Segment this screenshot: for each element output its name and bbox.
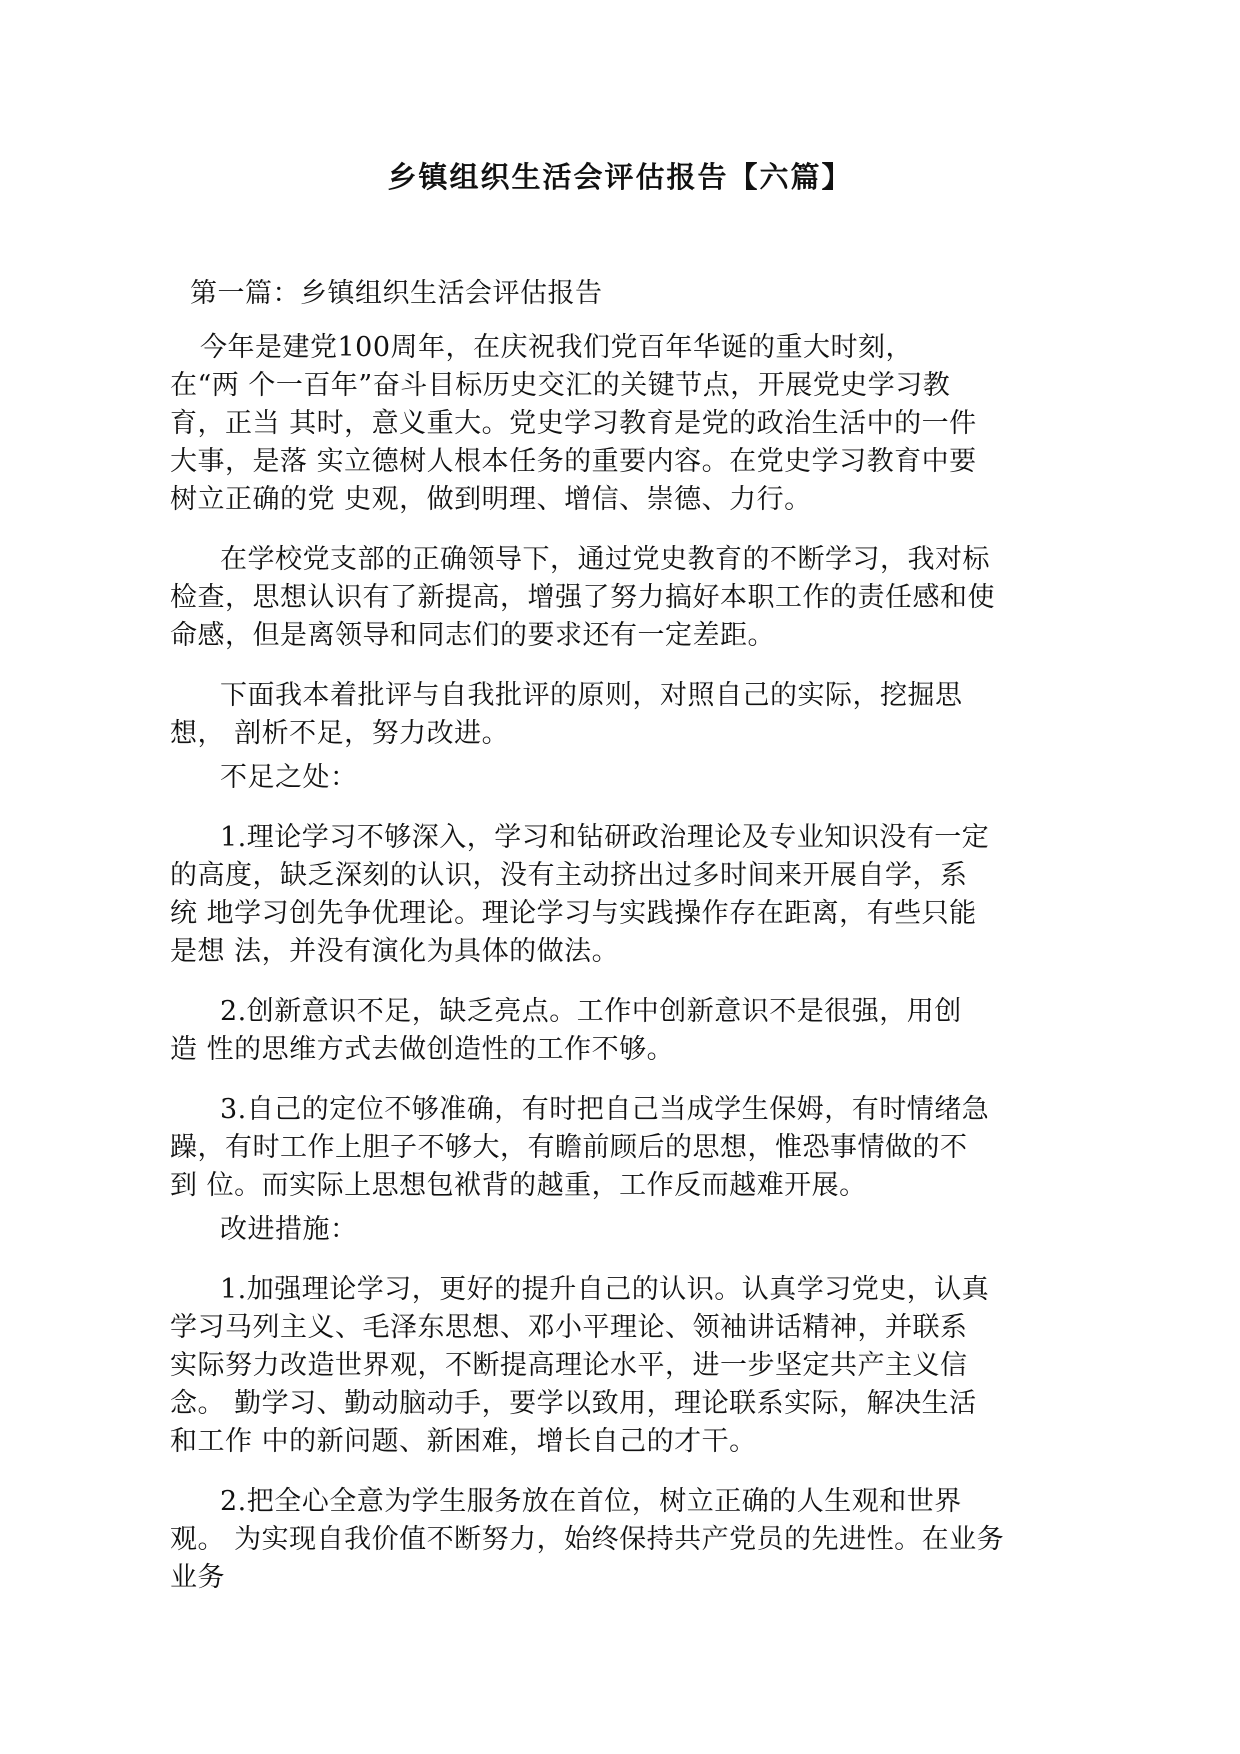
subheading-shortcomings xyxy=(190,759,1050,797)
paragraph xyxy=(170,1483,1050,1597)
document-title: 乡镇组织生活会评估报告【六篇】 xyxy=(387,160,853,194)
text-line: 检查，思想认识有了新提高，增强了努力搞好本职工作的责任感和使 xyxy=(170,582,995,613)
text-line: 和工作 中的新问题、新困难，增长自己的才干。 xyxy=(170,1426,757,1457)
text-line: 树立正确的党 史观，做到明理、增信、崇德、力行。 xyxy=(170,484,812,515)
text-line: 学习马列主义、毛泽东思想、邓小平理论、领袖讲话精神，并联系 xyxy=(170,1312,968,1343)
text-line: 不足之处： xyxy=(220,762,358,793)
text-line: 念。 勤学习、勤动脑动手，要学以致用，理论联系实际，解决生活 xyxy=(170,1388,977,1419)
text-line: 育，正当 其时，意义重大。党史学习教育是党的政治生活中的一件 xyxy=(170,408,977,439)
text-line: 的高度，缺乏深刻的认识，没有主动挤出过多时间来开展自学，系 xyxy=(170,860,968,891)
text-line: 统 地学习创先争优理论。理论学习与实践操作存在距离，有些只能 xyxy=(170,898,977,929)
paragraph xyxy=(170,1271,1050,1461)
text-line: 命感，但是离领导和同志们的要求还有一定差距。 xyxy=(170,620,775,651)
text-line: 1.理论学习不够深入，学习和钻研政治理论及专业知识没有一定 xyxy=(220,822,990,853)
paragraph xyxy=(170,541,1050,655)
text-line: 观。 为实现自我价值不断努力，始终保持共产党员的先进性。在业务 xyxy=(170,1524,1005,1555)
text-line: 想， 剖析不足，努力改进。 xyxy=(170,718,510,749)
text-line: 2.把全心全意为学生服务放在首位，树立正确的人生观和世界 xyxy=(220,1486,962,1517)
text-line: 改进措施： xyxy=(220,1214,358,1245)
subheading-improvements xyxy=(190,1211,1050,1249)
text-line: 业务 xyxy=(170,1562,225,1593)
section-heading: 第一篇：乡镇组织生活会评估报告 xyxy=(190,278,603,309)
text-line: 实际努力改造世界观，不断提高理论水平，进一步坚定共产主义信 xyxy=(170,1350,968,1381)
text-line: 在学校党支部的正确领导下，通过党史教育的不断学习，我对标 xyxy=(220,544,990,575)
text-line: 2.创新意识不足，缺乏亮点。工作中创新意识不是很强，用创 xyxy=(220,996,962,1027)
document-body xyxy=(170,275,1050,1597)
paragraph xyxy=(170,677,1050,753)
paragraph xyxy=(170,993,1050,1069)
text-line: 到 位。而实际上思想包袱背的越重，工作反而越难开展。 xyxy=(170,1170,867,1201)
text-line: 今年是建党100周年，在庆祝我们党百年华诞的重大时刻， xyxy=(200,332,914,363)
text-line: 造 性的思维方式去做创造性的工作不够。 xyxy=(170,1034,675,1065)
text-line: 下面我本着批评与自我批评的原则，对照自己的实际，挖掘思 xyxy=(220,680,963,711)
paragraph xyxy=(170,1091,1050,1205)
paragraph-intro xyxy=(170,329,1050,519)
text-line: 1.加强理论学习，更好的提升自己的认识。认真学习党史，认真 xyxy=(220,1274,990,1305)
paragraph xyxy=(170,819,1050,971)
text-line: 躁，有时工作上胆子不够大，有瞻前顾后的思想，惟恐事情做的不 xyxy=(170,1132,968,1163)
text-line: 3.自己的定位不够准确，有时把自己当成学生保姆，有时情绪急 xyxy=(220,1094,990,1125)
text-line: 在“两 个一百年”奋斗目标历史交汇的关键节点，开展党史学习教 xyxy=(170,370,951,401)
text-line: 是想 法，并没有演化为具体的做法。 xyxy=(170,936,620,967)
text-line: 大事，是落 实立德树人根本任务的重要内容。在党史学习教育中要 xyxy=(170,446,977,477)
